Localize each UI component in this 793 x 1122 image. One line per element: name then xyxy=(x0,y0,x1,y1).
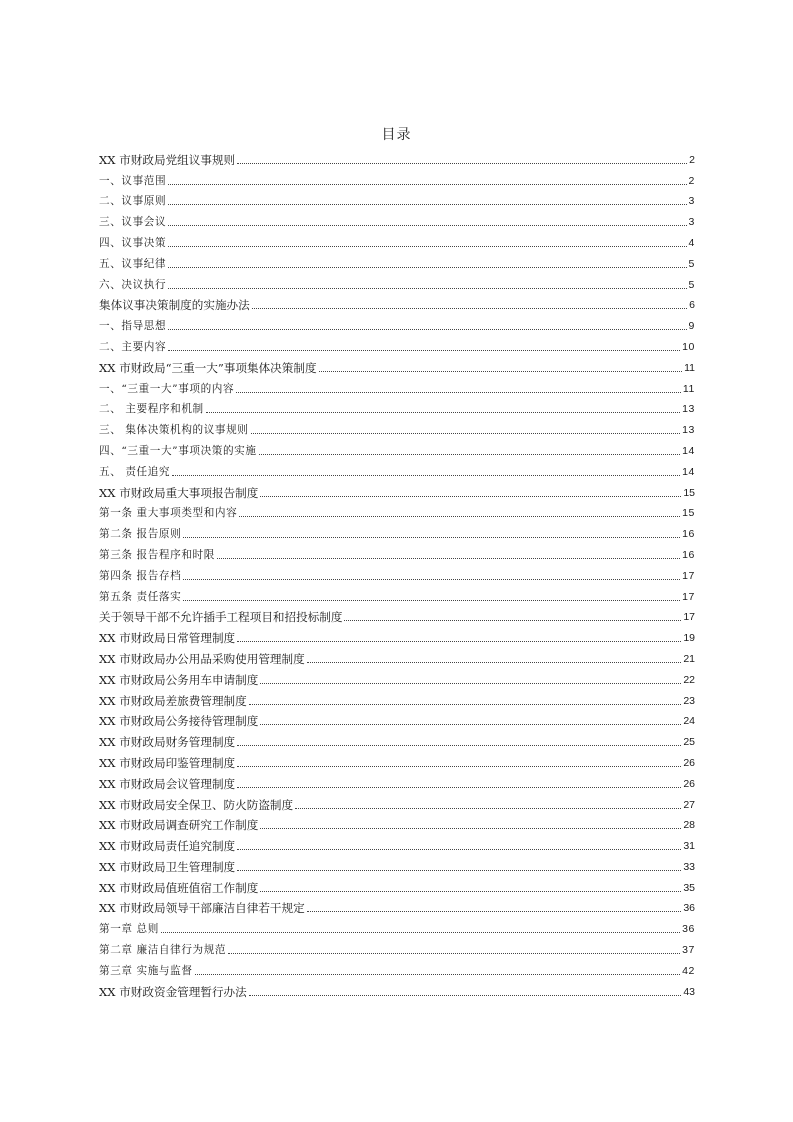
toc-dot-leader xyxy=(259,453,681,455)
toc-dot-leader xyxy=(237,869,681,871)
toc-entry-page-number: 43 xyxy=(683,985,695,998)
toc-dot-leader xyxy=(168,266,686,268)
toc-dot-leader xyxy=(249,703,682,705)
toc-entry-page-number: 14 xyxy=(682,444,695,457)
toc-entry-title: 三、 集体决策机构的议事规则 xyxy=(99,424,249,437)
toc-entry[interactable] xyxy=(99,208,695,229)
toc-entry-page-number: 2 xyxy=(689,153,695,166)
toc-dot-leader xyxy=(260,495,681,497)
toc-dot-leader xyxy=(172,474,680,476)
toc-entry[interactable] xyxy=(99,229,695,250)
toc-entry-title: XX 市财政局印鉴管理制度 xyxy=(99,755,236,770)
toc-dot-leader xyxy=(260,827,681,829)
toc-entry-page-number: 24 xyxy=(683,715,695,728)
toc-entry-title: 一、指导思想 xyxy=(99,320,167,333)
toc-entry[interactable] xyxy=(99,874,695,895)
toc-entry-page-number: 17 xyxy=(682,590,695,603)
toc-entry[interactable] xyxy=(99,832,695,853)
toc-entry-page-number: 13 xyxy=(682,424,695,437)
toc-entry[interactable] xyxy=(99,791,695,812)
toc-entry-title: XX 市财政局重大事项报告制度 xyxy=(99,485,259,500)
toc-dot-leader xyxy=(344,619,681,621)
toc-entry-page-number: 9 xyxy=(688,320,695,333)
toc-entry[interactable] xyxy=(99,292,695,313)
toc-dot-leader xyxy=(168,183,686,185)
toc-entry[interactable] xyxy=(99,853,695,874)
toc-entry-page-number: 36 xyxy=(683,902,695,915)
toc-entry-title: XX 市财政局党组议事规则 xyxy=(99,152,236,167)
toc-entry[interactable] xyxy=(99,333,695,354)
toc-entry-title: 第四条 报告存档 xyxy=(99,569,182,582)
toc-entry-title: XX 市财政局公务接待管理制度 xyxy=(99,714,259,729)
toc-dot-leader xyxy=(239,515,680,517)
toc-entry-page-number: 25 xyxy=(683,736,695,749)
toc-entry-title: XX 市财政局“三重一大”事项集体决策制度 xyxy=(99,360,317,375)
toc-dot-leader xyxy=(237,765,681,767)
toc-dot-leader xyxy=(237,162,687,164)
toc-dot-leader xyxy=(168,203,686,205)
toc-entry-page-number: 13 xyxy=(682,403,695,416)
toc-dot-leader xyxy=(183,536,680,538)
toc-dot-leader xyxy=(168,328,686,330)
toc-entry-title: XX 市财政局日常管理制度 xyxy=(99,631,236,646)
toc-entry-title: 一、“三重一大”事项的内容 xyxy=(99,382,235,395)
toc-entry-page-number: 16 xyxy=(682,528,695,541)
toc-entry[interactable] xyxy=(99,354,695,375)
toc-entry-page-number: 10 xyxy=(682,340,695,353)
toc-entry-title: 关于领导干部不允许插手工程项目和招投标制度 xyxy=(99,610,343,625)
toc-dot-leader xyxy=(260,723,681,725)
toc-entry[interactable] xyxy=(99,687,695,708)
toc-dot-leader xyxy=(195,973,681,975)
toc-entry[interactable] xyxy=(99,562,695,583)
toc-dot-leader xyxy=(168,287,686,289)
toc-entry-page-number: 15 xyxy=(683,486,695,499)
toc-entry[interactable] xyxy=(99,437,695,458)
toc-entry[interactable] xyxy=(99,666,695,687)
toc-entry-title: 五、 责任追究 xyxy=(99,465,171,478)
toc-entry-page-number: 4 xyxy=(688,236,695,249)
toc-entry-page-number: 36 xyxy=(682,923,695,936)
toc-entry-page-number: 16 xyxy=(682,548,695,561)
toc-entry-title: XX 市财政局值班值宿工作制度 xyxy=(99,880,259,895)
toc-entry[interactable] xyxy=(99,624,695,645)
toc-entry-title: XX 市财政局会议管理制度 xyxy=(99,776,236,791)
toc-entry-title: 四、“三重一大”事项决策的实施 xyxy=(99,444,257,457)
toc-dot-leader xyxy=(260,890,681,892)
toc-entry[interactable] xyxy=(99,708,695,729)
toc-dot-leader xyxy=(252,307,687,309)
toc-dot-leader xyxy=(260,682,681,684)
toc-entry[interactable] xyxy=(99,541,695,562)
toc-entry[interactable] xyxy=(99,978,695,999)
toc-dot-leader xyxy=(249,994,682,996)
toc-dot-leader xyxy=(295,807,681,809)
toc-entry-page-number: 11 xyxy=(682,382,695,395)
toc-entry[interactable] xyxy=(99,936,695,957)
toc-entry[interactable] xyxy=(99,583,695,604)
toc-entry-title: 第二章 廉洁自律行为规范 xyxy=(99,944,227,957)
toc-dot-leader xyxy=(168,245,686,247)
toc-entry[interactable] xyxy=(99,770,695,791)
toc-entry-title: 集体议事决策制度的实施办法 xyxy=(99,298,250,313)
toc-entry[interactable] xyxy=(99,416,695,437)
toc-dot-leader xyxy=(237,640,681,642)
toc-entry-title: XX 市财政局安全保卫、防火防盗制度 xyxy=(99,797,294,812)
toc-entry-page-number: 35 xyxy=(683,881,695,894)
toc-entry-page-number: 17 xyxy=(683,611,695,624)
toc-dot-leader xyxy=(251,432,681,434)
toc-entry-title: 第三章 实施与监督 xyxy=(99,964,193,977)
toc-dot-leader xyxy=(307,910,682,912)
toc-entry-title: 二、主要内容 xyxy=(99,340,167,353)
toc-entry[interactable] xyxy=(99,728,695,749)
toc-entry-page-number: 3 xyxy=(688,195,695,208)
toc-entry-page-number: 42 xyxy=(682,964,695,977)
toc-dot-leader xyxy=(228,952,680,954)
toc-entry-page-number: 5 xyxy=(688,278,695,291)
toc-entry-title: 第三条 报告程序和时限 xyxy=(99,548,215,561)
toc-entry[interactable] xyxy=(99,895,695,916)
toc-entry-title: 一、议事范围 xyxy=(99,174,167,187)
toc-entry[interactable] xyxy=(99,479,695,500)
toc-entry-title: 第二条 报告原则 xyxy=(99,528,182,541)
toc-entry-page-number: 15 xyxy=(682,507,695,520)
toc-entry[interactable] xyxy=(99,188,695,209)
toc-entry-page-number: 11 xyxy=(684,361,695,374)
toc-entry-title: 四、议事决策 xyxy=(99,236,167,249)
toc-entry-title: 第一章 总则 xyxy=(99,923,159,936)
toc-entry-page-number: 17 xyxy=(682,569,695,582)
toc-entry[interactable] xyxy=(99,957,695,978)
toc-entry-title: XX 市财政局差旅费管理制度 xyxy=(99,693,247,708)
toc-entry-page-number: 6 xyxy=(689,299,695,312)
toc-entry-page-number: 28 xyxy=(683,819,695,832)
toc-entry-title: XX 市财政资金管理暂行办法 xyxy=(99,984,247,999)
toc-dot-leader xyxy=(237,786,681,788)
toc-entry[interactable] xyxy=(99,915,695,936)
toc-entry-title: 五、议事纪律 xyxy=(99,257,167,270)
toc-dot-leader xyxy=(206,411,680,413)
toc-entry-page-number: 2 xyxy=(688,174,695,187)
toc-dot-leader xyxy=(236,391,681,393)
toc-entry-page-number: 14 xyxy=(682,465,695,478)
toc-entry[interactable] xyxy=(99,500,695,521)
toc-entry-title: XX 市财政局公务用车申请制度 xyxy=(99,672,259,687)
toc-dot-leader xyxy=(168,349,680,351)
toc-entry-page-number: 33 xyxy=(683,860,695,873)
toc-entry-page-number: 31 xyxy=(683,840,695,853)
toc-entry-page-number: 37 xyxy=(682,944,695,957)
toc-entry-title: XX 市财政局责任追究制度 xyxy=(99,839,236,854)
toc-dot-leader xyxy=(183,599,680,601)
toc-entry-title: 二、 主要程序和机制 xyxy=(99,403,204,416)
toc-entry-page-number: 26 xyxy=(683,777,695,790)
toc-entry-title: 六、决议执行 xyxy=(99,278,167,291)
toc-entry-page-number: 5 xyxy=(688,257,695,270)
table-of-contents xyxy=(99,146,695,999)
toc-dot-leader xyxy=(237,848,681,850)
toc-entry[interactable] xyxy=(99,604,695,625)
toc-entry-title: 第一条 重大事项类型和内容 xyxy=(99,507,238,520)
toc-entry[interactable] xyxy=(99,458,695,479)
toc-entry[interactable] xyxy=(99,146,695,167)
toc-dot-leader xyxy=(161,931,680,933)
toc-entry-page-number: 26 xyxy=(683,756,695,769)
toc-dot-leader xyxy=(237,744,681,746)
toc-entry[interactable] xyxy=(99,396,695,417)
toc-entry-page-number: 22 xyxy=(683,673,695,686)
toc-entry[interactable] xyxy=(99,271,695,292)
toc-entry-page-number: 21 xyxy=(683,652,695,665)
toc-dot-leader xyxy=(217,557,680,559)
toc-entry-title: XX 市财政局调查研究工作制度 xyxy=(99,818,259,833)
toc-entry[interactable] xyxy=(99,312,695,333)
toc-entry-title: 第五条 责任落实 xyxy=(99,590,182,603)
toc-entry[interactable] xyxy=(99,645,695,666)
toc-dot-leader xyxy=(168,224,686,226)
toc-entry[interactable] xyxy=(99,520,695,541)
toc-entry-page-number: 19 xyxy=(683,632,695,645)
toc-entry[interactable] xyxy=(99,375,695,396)
toc-dot-leader xyxy=(319,370,683,372)
toc-entry-page-number: 3 xyxy=(688,216,695,229)
toc-entry-title: 三、议事会议 xyxy=(99,216,167,229)
toc-entry-title: XX 市财政局领导干部廉洁自律若干规定 xyxy=(99,901,305,916)
toc-entry[interactable] xyxy=(99,167,695,188)
toc-title: 目录 xyxy=(381,127,412,143)
toc-entry-title: XX 市财政局办公用品采购使用管理制度 xyxy=(99,651,305,666)
toc-entry-title: XX 市财政局财务管理制度 xyxy=(99,735,236,750)
toc-entry[interactable] xyxy=(99,749,695,770)
toc-entry-title: XX 市财政局卫生管理制度 xyxy=(99,859,236,874)
toc-entry-page-number: 23 xyxy=(683,694,695,707)
toc-dot-leader xyxy=(307,661,682,663)
toc-entry[interactable] xyxy=(99,250,695,271)
toc-dot-leader xyxy=(183,578,680,580)
toc-entry-title: 二、议事原则 xyxy=(99,195,167,208)
toc-entry[interactable] xyxy=(99,812,695,833)
toc-entry-page-number: 27 xyxy=(683,798,695,811)
